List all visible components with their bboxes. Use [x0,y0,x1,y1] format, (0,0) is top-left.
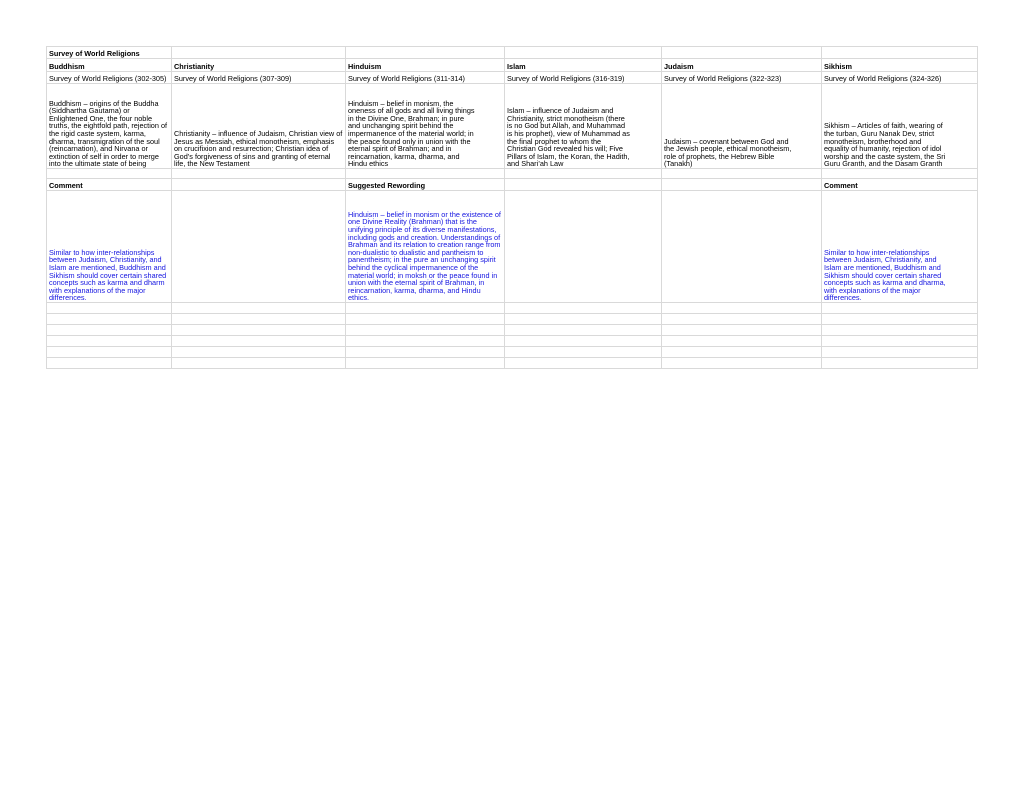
comment-header-row [47,179,978,191]
empty-cell[interactable] [47,336,172,347]
empty-cell[interactable] [172,303,346,314]
description-cell-sikhism[interactable]: Sikhism – Articles of faith, wearing of the turban, Guru Nanak Dev, strict monotheism, brotherhood and equality of humanity, rejection of idol worship and the caste system, the Sri Guru Granth, and the Dasam Granth [822,84,978,169]
empty-cell[interactable] [47,303,172,314]
empty-cell[interactable] [662,336,822,347]
empty-cell[interactable] [505,347,662,358]
header-cell-hinduism[interactable]: Hinduism [346,59,505,72]
empty-cell[interactable] [346,169,505,179]
empty-cell[interactable] [346,325,505,336]
empty-cell[interactable] [47,325,172,336]
empty-cell[interactable] [47,347,172,358]
empty-cell[interactable] [662,325,822,336]
header-row [47,59,978,72]
description-cell-buddhism[interactable]: Buddhism – origins of the Buddha (Siddhartha Gautama) or Enlightened One, the four noble truths, the eightfold path, rejection of the rigid caste system, karma, dharma, transmigration of the soul (reincarnation), and Nirvana or extinction of self in order to merge into the ultimate state of being [47,84,172,169]
spacer-row [47,169,978,179]
empty-cell[interactable] [505,314,662,325]
reference-row [47,72,978,84]
reference-cell-christianity[interactable]: Survey of World Religions (307-309) [172,72,346,84]
comment-cell-buddhism[interactable]: Similar to how inter-relationships between Judaism, Christianity, and Islam are mentioned, Buddhism and Sikhism should cover certain shared concepts such as karma and dharm with explanations of the major differences. [47,191,172,303]
empty-cell[interactable] [662,47,822,59]
empty-cell[interactable] [172,347,346,358]
header-cell-buddhism[interactable]: Buddhism [47,59,172,72]
empty-cell[interactable] [172,47,346,59]
reference-cell-sikhism[interactable]: Survey of World Religions (324-326) [822,72,978,84]
comment-header-hinduism[interactable]: Suggested Rewording [346,179,505,191]
description-cell-judaism[interactable]: Judaism – covenant between God and the Jewish people, ethical monotheism, role of prophets, the Hebrew Bible (Tanakh) [662,84,822,169]
empty-row [47,314,978,325]
empty-cell[interactable] [172,179,346,191]
empty-cell[interactable] [662,358,822,369]
empty-cell[interactable] [822,325,978,336]
empty-cell[interactable] [505,336,662,347]
empty-cell[interactable] [172,169,346,179]
description-cell-hinduism[interactable]: Hinduism – belief in monism, the oneness of all gods and all living things in the Divine One, Brahman; in pure and unchanging spirit behind the impermanence of the material world; in the peace found only in union with the eternal spirit of Brahman; and in reincarnation, karma, dharma, and Hindu ethics [346,84,505,169]
empty-cell[interactable] [662,179,822,191]
reference-cell-buddhism[interactable]: Survey of World Religions (302-305) [47,72,172,84]
empty-cell[interactable] [662,169,822,179]
empty-cell[interactable] [505,169,662,179]
empty-cell[interactable] [346,336,505,347]
empty-cell[interactable] [822,347,978,358]
empty-cell[interactable] [505,47,662,59]
empty-cell[interactable] [662,191,822,303]
empty-cell[interactable] [822,169,978,179]
header-cell-islam[interactable]: Islam [505,59,662,72]
sheet-title-cell[interactable]: Survey of World Religions [47,47,172,59]
empty-cell[interactable] [47,314,172,325]
empty-cell[interactable] [172,358,346,369]
empty-row [47,325,978,336]
empty-cell[interactable] [505,358,662,369]
empty-cell[interactable] [346,314,505,325]
spreadsheet-table [46,46,978,369]
description-cell-islam[interactable]: Islam – influence of Judaism and Christianity, strict monotheism (there is no God but Allah, and Muhammad is his prophet), view of Muhammad as the final prophet to whom the Christian God revealed his will; Five Pillars of Islam, the Koran, the Hadith, and Shari’ah Law [505,84,662,169]
empty-row [47,347,978,358]
comment-header-sikhism[interactable]: Comment [822,179,978,191]
empty-cell[interactable] [662,314,822,325]
empty-cell[interactable] [346,303,505,314]
reference-cell-islam[interactable]: Survey of World Religions (316-319) [505,72,662,84]
header-cell-christianity[interactable]: Christianity [172,59,346,72]
empty-cell[interactable] [346,347,505,358]
empty-cell[interactable] [822,314,978,325]
empty-row [47,303,978,314]
empty-cell[interactable] [505,179,662,191]
empty-cell[interactable] [662,347,822,358]
empty-cell[interactable] [822,336,978,347]
suggested-rewording-cell-hinduism[interactable]: Hinduism – belief in monism or the existence of one Divine Reality (Brahman) that is the unifying principle of its diverse manifestations, including gods and creation. Understandings of Brahman and its relation to creation range from non-dualistic to dualistic and pantheism to panentheism; in the pure an unchanging spirit behind the cyclical impermanence of the material world; in moksh or the peace found in union with the eternal spirit of Brahman, in reincarnation, karma, dharma, and Hindu ethics. [346,191,505,303]
comment-cell-sikhism[interactable]: Similar to how inter-relationships between Judaism, Christianity, and Islam are mentioned, Buddhism and Sikhism should cover certain shared concepts such as karma and dharma, with explanations of the major differences. [822,191,978,303]
empty-cell[interactable] [172,314,346,325]
description-cell-christianity[interactable]: Christianity – influence of Judaism, Christian view of Jesus as Messiah, ethical monotheism, emphasis on crucifixion and resurrection; Christian idea of God’s forgiveness of sins and granting of eternal life, the New Testament [172,84,346,169]
empty-cell[interactable] [505,303,662,314]
empty-cell[interactable] [662,303,822,314]
empty-cell[interactable] [172,191,346,303]
empty-cell[interactable] [346,358,505,369]
empty-cell[interactable] [47,169,172,179]
description-row [47,84,978,169]
empty-cell[interactable] [172,336,346,347]
header-cell-sikhism[interactable]: Sikhism [822,59,978,72]
empty-cell[interactable] [822,358,978,369]
empty-cell[interactable] [505,325,662,336]
empty-cell[interactable] [822,47,978,59]
empty-cell[interactable] [172,325,346,336]
reference-cell-hinduism[interactable]: Survey of World Religions (311-314) [346,72,505,84]
empty-row [47,358,978,369]
empty-row [47,336,978,347]
empty-cell[interactable] [822,303,978,314]
reference-cell-judaism[interactable]: Survey of World Religions (322-323) [662,72,822,84]
title-row [47,47,978,59]
comment-row [47,191,978,303]
empty-cell[interactable] [47,358,172,369]
empty-cell[interactable] [505,191,662,303]
header-cell-judaism[interactable]: Judaism [662,59,822,72]
comment-header-buddhism[interactable]: Comment [47,179,172,191]
empty-cell[interactable] [346,47,505,59]
